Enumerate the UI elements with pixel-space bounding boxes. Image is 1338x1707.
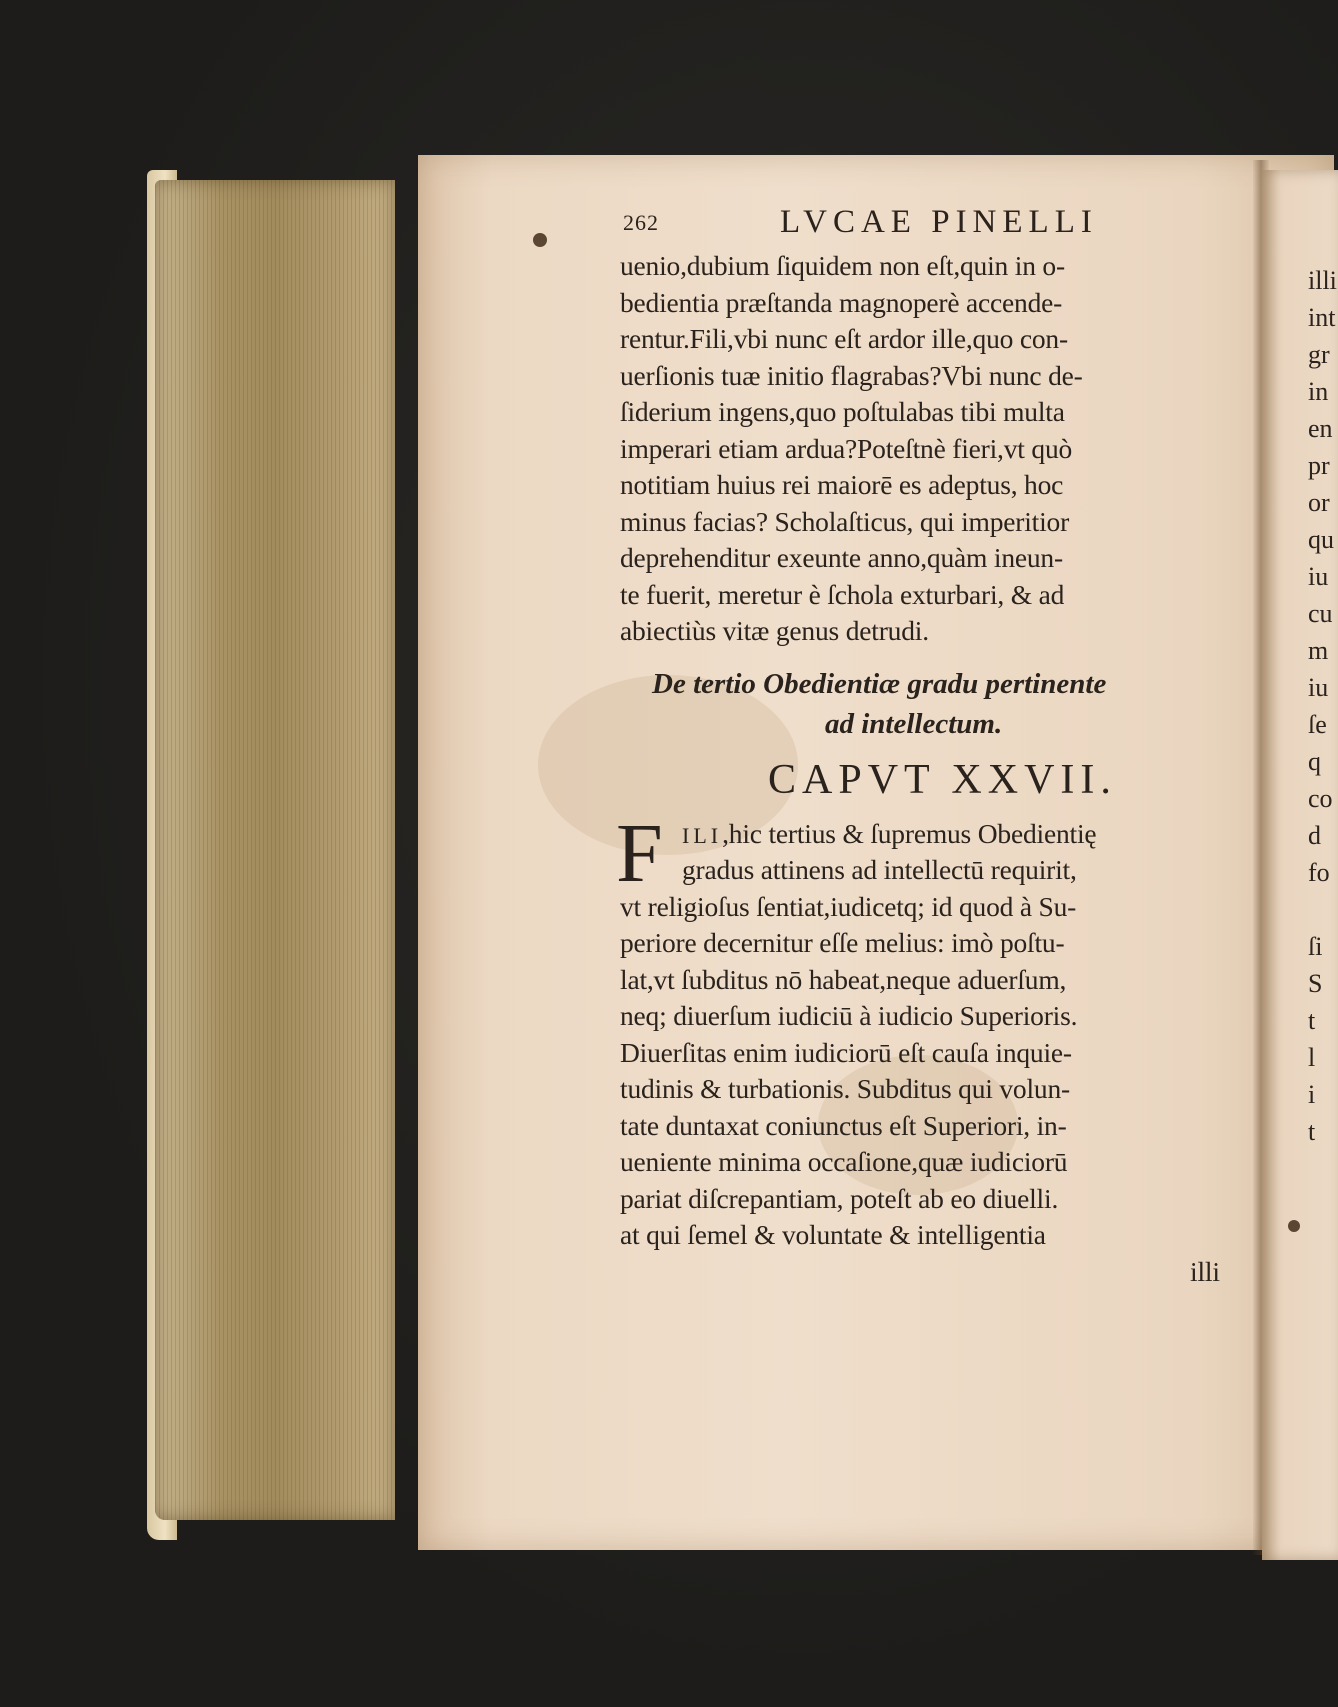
text-fragment: ,hic tertius & ſupremus Obedientię bbox=[722, 817, 1097, 849]
facing-page-text bbox=[1308, 262, 1337, 1150]
text-line: Diuerſitas enim iudiciorū eſt cauſa inquie- bbox=[620, 1036, 1072, 1068]
text-fragment: gr bbox=[1308, 340, 1330, 369]
text-fragment: en bbox=[1308, 414, 1333, 443]
text-line: gradus attinens ad intellectū requirit, bbox=[682, 854, 1077, 885]
section-title-continued: ad intellectum. bbox=[825, 707, 1003, 740]
text-line: lat,vt ſubditus nō habeat,neque aduerſum, bbox=[620, 963, 1067, 995]
text-line: tate duntaxat coniunctus eſt Superiori, in- bbox=[620, 1109, 1067, 1141]
text-fragment: int bbox=[1308, 303, 1336, 332]
text-fragment: cu bbox=[1308, 599, 1333, 628]
text-fragment: co bbox=[1308, 784, 1333, 813]
text-fragment: t bbox=[1308, 1006, 1316, 1035]
page-number: 262 bbox=[623, 210, 659, 235]
text-fragment: l bbox=[1308, 1043, 1316, 1072]
text-fragment: ſe bbox=[1308, 710, 1327, 739]
text-line: minus facias? Scholaſticus, qui imperitior bbox=[620, 505, 1070, 537]
top-paragraph bbox=[620, 248, 1246, 650]
running-head bbox=[620, 196, 1246, 248]
text-fragment: i bbox=[1308, 1080, 1316, 1109]
text-fragment: q bbox=[1308, 747, 1321, 776]
chapter-heading: CAPVT XXVII. bbox=[768, 756, 1117, 803]
text-fragment: in bbox=[1308, 377, 1329, 406]
drop-cap: F bbox=[616, 806, 663, 900]
wormhole-mark bbox=[533, 233, 547, 247]
text-line: ſiderium ingens,quo poſtulabas tibi multa bbox=[620, 396, 1065, 427]
lead-caps: ILI bbox=[682, 822, 723, 848]
text-fragment bbox=[1308, 891, 1337, 928]
running-head-title: LVCAE PINELLI bbox=[780, 204, 1098, 240]
text-line: imperari etiam ardua?Poteſtnè fieri,vt quò bbox=[620, 432, 1073, 464]
text-line bbox=[620, 816, 1246, 853]
text-line: notitiam huius rei maiorē es adeptus, hoc bbox=[620, 469, 1064, 500]
wormhole-mark bbox=[1288, 1220, 1300, 1232]
text-fragment: qu bbox=[1308, 525, 1334, 554]
text-line: ueniente minima occaſione,quæ iudiciorū bbox=[620, 1146, 1068, 1177]
text-fragment: ſi bbox=[1308, 932, 1323, 961]
text-fragment: iu bbox=[1308, 562, 1329, 591]
text-line: rentur.Fili,vbi nunc eſt ardor ille,quo con- bbox=[620, 323, 1068, 354]
text-line: uerſionis tuæ initio flagrabas?Vbi nunc de- bbox=[620, 359, 1083, 391]
text-fragment: fo bbox=[1308, 858, 1330, 887]
text-line: at qui ſemel & voluntate & intelligentia bbox=[620, 1219, 1046, 1250]
text-fragment: m bbox=[1308, 636, 1329, 665]
text-fragment: pr bbox=[1308, 451, 1330, 480]
text-line: deprehenditur exeunte anno,quàm ineun- bbox=[620, 542, 1063, 573]
text-line: tudinis & turbationis. Subditus qui volun- bbox=[620, 1073, 1070, 1104]
section-title: De tertio Obedientiæ gradu pertinente bbox=[652, 667, 1107, 700]
chapter-paragraph bbox=[616, 806, 1246, 1291]
text-fragment: or bbox=[1308, 488, 1330, 517]
text-line: pariat diſcrepantiam, poteſt ab eo diuelli. bbox=[620, 1182, 1059, 1214]
text-line: abiectiùs vitæ genus detrudi. bbox=[620, 615, 929, 646]
text-line: neq; diuerſum iudiciū à iudicio Superioris. bbox=[620, 1000, 1078, 1031]
text-fragment: t bbox=[1308, 1117, 1316, 1146]
text-fragment: S bbox=[1308, 969, 1323, 998]
text-fragment: iu bbox=[1308, 673, 1329, 702]
text-line: bedientia præſtanda magnoperè accende- bbox=[620, 286, 1063, 318]
text-line: uenio,dubium ſiquidem non eſt,quin in o- bbox=[620, 250, 1065, 281]
text-line: periore decernitur eſſe melius: imò poſtu- bbox=[620, 927, 1065, 958]
text-line: vt religioſus ſentiat,iudicetq; id quod à Su- bbox=[620, 890, 1077, 922]
text-line: te fuerit, meretur è ſchola exturbari, & ad bbox=[620, 578, 1065, 610]
catchword: illi bbox=[1190, 1255, 1220, 1287]
text-fragment: d bbox=[1308, 821, 1321, 850]
text-fragment: illi bbox=[1308, 266, 1337, 295]
page-block-edge bbox=[155, 180, 395, 1520]
page-text bbox=[616, 196, 1246, 1290]
